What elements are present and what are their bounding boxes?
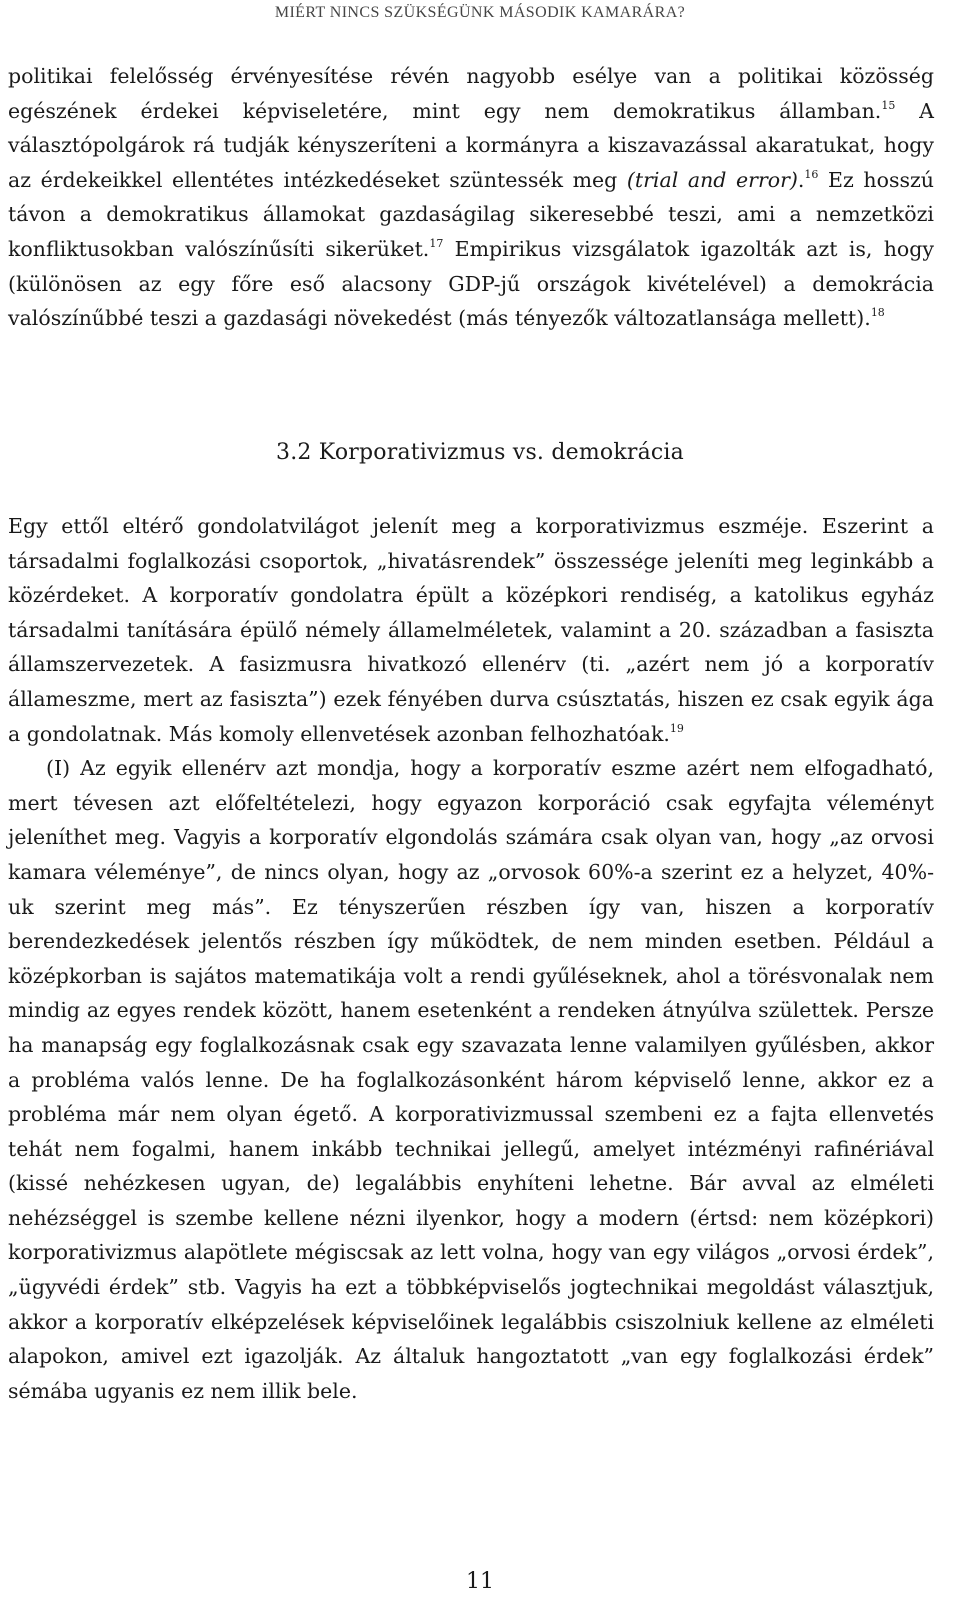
footnote-ref-17: 17 <box>429 236 444 250</box>
footnote-ref-15: 15 <box>881 98 896 112</box>
section-heading: 3.2 Korporativizmus vs. demokrácia <box>276 440 684 465</box>
page-number: 11 <box>466 1569 494 1594</box>
running-header: MIÉRT NINCS SZÜKSÉGÜNK MÁSODIK KAMARÁRA? <box>274 4 686 21</box>
body-text-block-2 <box>8 509 934 1408</box>
footnote-ref-16: 16 <box>804 167 819 181</box>
italic-term: (trial and error) <box>626 167 798 192</box>
paragraph-2: Egy ettől eltérő gondolatvilágot jelenít meg a korporativizmus eszméje. Eszerint a társadalmi foglalkozási csoportok, „hivatásrendek” összessége jeleníti meg leginkább a közérdeket. A korporatív gondolatra épült a középkori rendiség, a katolikus egyház társadalmi tanítására épülő némely államelméletek, valamint a 20. században a fasiszta államszervezetek. A fasizmusra hivatkozó ellenérv (ti. „azért nem jó a korporatív állameszme, mert az fasiszta”) ezek fényében durva csúsztatás, hiszen ez csak egyik ága a gondolatnak. Más komoly ellenvetések azonban felhozhatóak.$^{19}$ <box>8 514 934 746</box>
paragraph-3: (I) Az egyik ellenérv azt mondja, hogy a korporatív eszme azért nem elfogadható, mert tévesen azt előfeltételezi, hogy egyazon korporáció csak egyfajta véleményt jeleníthet meg. Vagyis a korporatív elgondolás számára csak olyan van, hogy „az orvosi kamara véleménye”, de nincs olyan, hogy az „orvosok 60%-a szerint ez a helyzet, 40%-uk szerint meg más”. Ez tényszerűen részben így van, hiszen a korporatív berendezkedések jelentős részben így működtek, de nem minden esetben. Például a középkorban is sajátos matematikája volt a rendi gyűléseknek, ahol a törésvonalak nem mindig az egyes rendek között, hanem esetenként a rendeken átnyúlva születtek. Persze ha manapság egy foglalkozásnak csak egy szavazata lenne valamilyen gyűlésben, akkor a probléma valós lenne. De ha foglalkozásonként három képviselő lenne, akkor ez a probléma már nem olyan égető. A korporativizmussal szembeni ez a fajta ellenvetés tehát nem fogalmi, hanem inkább technikai jellegű, amelyet intézményi rafinériával (kissé nehézkesen ugyan, de) legalábbis enyhíteni lehetne. Bár avval az elméleti nehézséggel is szembe kellene nézni ilyenkor, hogy a modern (értsd: nem középkori) korporativizmus alapötlete mégiscsak az lett volna, hogy van egy világos „orvosi érdek”, „ügyvédi érdek” stb. Vagyis ha ezt a többképviselős jogtechnikai megoldást választjuk, akkor a korporatív elképzelések képviselőinek legalábbis csiszolniuk kellene az elméleti alapokon, amivel ezt igazolják. Az általuk hangoztatott „van egy foglalkozási érdek” sémába ugyanis ez nem illik bele. <box>8 756 934 1403</box>
footnote-ref-19: 19 <box>669 721 684 735</box>
body-text-block-1 <box>8 59 934 336</box>
paragraph-1: politikai felelősség érvényesítése révén nagyobb esélye van a politikai közösség egészének érdekei képviseletére, mint egy nem demokratikus államban.$^{15}$ A választópolgárok rá tudják kényszeríteni a kormányra a kiszavazással akaratukat, hogy az érdekeikkel ellentétes intézkedéseket szüntessék meg (trial and error).$^{16}$ Ez hosszú távon a demokratikus államokat gazdaságilag sikeresebbé teszi, ami a nemzetközi konfliktusokban valószínűsíti sikerüket.$^{17}$ Empirikus vizsgálatok igazolták azt is, hogy (különösen az egy főre eső alacsony GDP-jű országok kivételével) a demokrácia valószínűbbé teszi a gazdasági növekedést (más tényezők változatlansága mellett).$^{18}$ <box>8 64 934 331</box>
footnote-ref-18: 18 <box>870 306 885 320</box>
